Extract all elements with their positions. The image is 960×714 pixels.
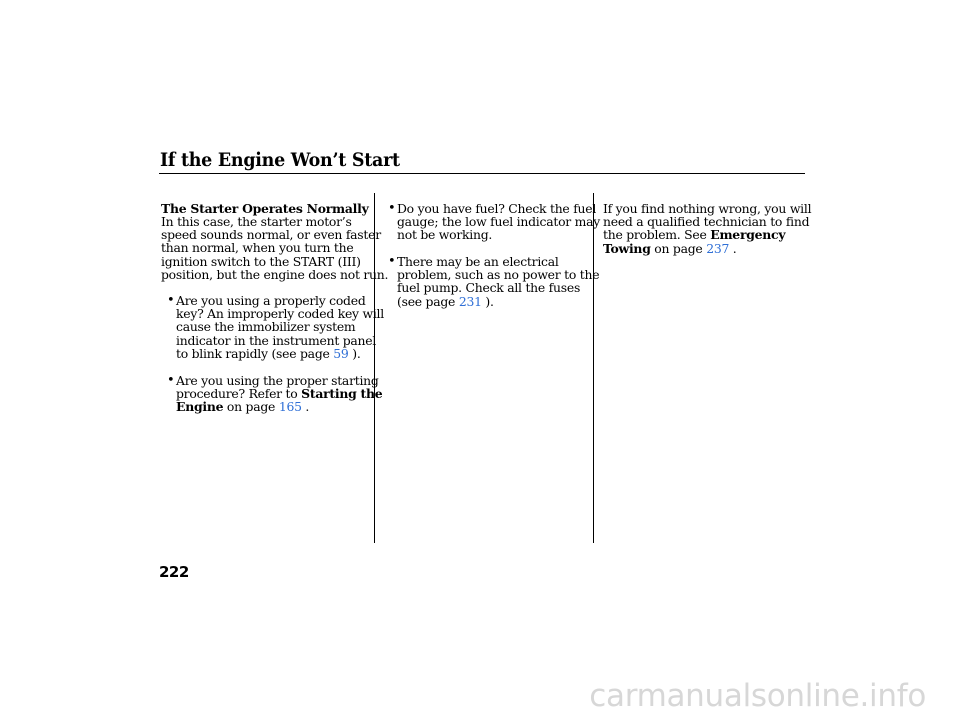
text-span: .	[301, 399, 310, 415]
text-line: There may be an electrical	[397, 254, 559, 269]
page-title: If the Engine Won’t Start	[160, 149, 400, 171]
bold-reference: Engine	[176, 399, 224, 415]
watermark: carmanualsonline.info	[589, 678, 926, 714]
text-line: indicator in the instrument panel	[176, 332, 377, 348]
text-line: not be working.	[397, 227, 493, 243]
text-span: ).	[481, 293, 494, 309]
bullet-icon: •	[167, 293, 175, 308]
text-line: key? An improperly coded key will	[176, 306, 384, 322]
page-link-165[interactable]: 165	[278, 399, 302, 415]
text-line: If you find nothing wrong, you will	[603, 201, 812, 216]
text-line: Do you have fuel? Check the fuel	[397, 201, 597, 216]
page-link-59[interactable]: 59	[333, 345, 349, 361]
text-line: fuel pump. Check all the fuses	[397, 280, 581, 296]
bullet-icon: •	[388, 201, 396, 216]
list-item-starting-procedure	[176, 374, 382, 414]
text-span: to blink rapidly (see page	[176, 345, 334, 361]
section-heading: The Starter Operates Normally	[161, 201, 369, 216]
list-item-electrical	[397, 255, 599, 308]
text-line: need a qualified technician to find	[603, 214, 810, 230]
list-item-coded-key	[176, 294, 384, 360]
text-line: than normal, when you turn the	[161, 240, 354, 256]
bullet-icon: •	[167, 373, 175, 388]
text-line: In this case, the starter motor’s	[161, 214, 352, 229]
text-span: on page	[650, 240, 707, 256]
text-span: on page	[223, 399, 279, 415]
page-number: 222	[159, 563, 189, 581]
bold-reference: Emergency	[710, 227, 786, 243]
text-span: (see page	[397, 293, 459, 309]
bullet-icon: •	[388, 254, 396, 269]
text-span: ).	[348, 345, 361, 361]
text-line: Are you using a properly coded	[176, 293, 366, 308]
text-line	[176, 400, 382, 413]
text-line: position, but the engine does not run.	[161, 266, 389, 282]
text-span: .	[729, 240, 737, 256]
page-link-231[interactable]: 231	[458, 293, 482, 309]
bold-reference: Towing	[603, 240, 651, 256]
bold-reference: Starting the	[301, 386, 383, 402]
intro-paragraph	[161, 215, 388, 281]
text-span: procedure? Refer to	[176, 386, 302, 402]
advice-paragraph	[603, 202, 811, 255]
text-line	[397, 295, 599, 308]
text-line: Are you using the proper starting	[176, 373, 379, 388]
list-item-fuel	[397, 202, 600, 242]
title-rule	[159, 173, 805, 174]
text-line: speed sounds normal, or even faster	[161, 227, 381, 243]
text-span: the problem. See	[603, 227, 711, 243]
text-line: gauge; the low fuel indicator may	[397, 214, 601, 230]
text-line: cause the immobilizer system	[176, 319, 356, 335]
column-divider-2	[593, 193, 594, 543]
text-line	[176, 347, 384, 360]
page-link-237[interactable]: 237	[706, 240, 730, 256]
text-line	[603, 242, 811, 255]
text-line: problem, such as no power to the	[397, 267, 600, 283]
text-line: ignition switch to the START (III)	[161, 253, 361, 269]
